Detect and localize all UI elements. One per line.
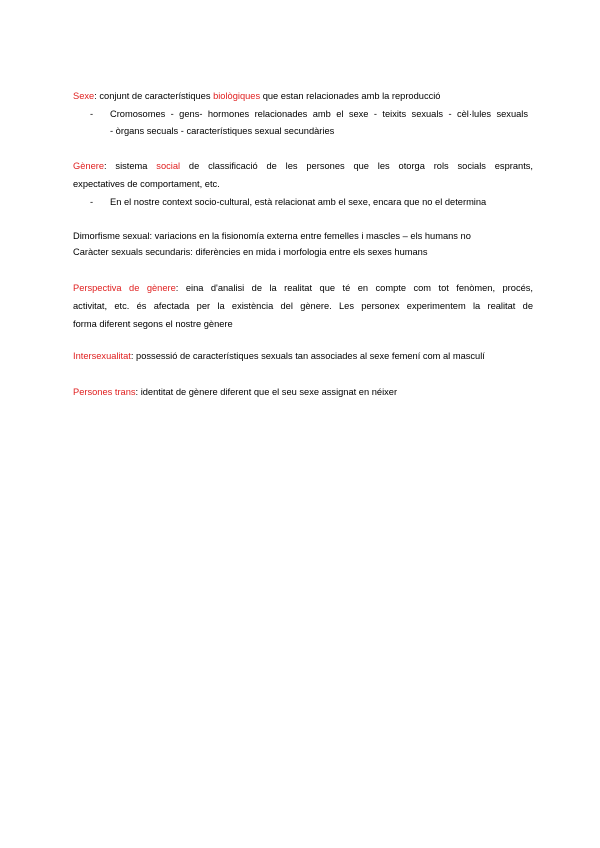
sexe-term: Sexe	[73, 91, 95, 101]
perspectiva-line-2: activitat, etc. és afectada per la existència del gènere. Les personex experimentem la realitat de	[73, 301, 533, 311]
genere-definition-line-1	[73, 160, 533, 172]
sexe-bullet-line-1: Cromosomes - gens- hormones relacionades amb el sexe - teixits sexuals - cèl·lules sexuals	[110, 109, 528, 119]
perspectiva-line-1-rest: : eina d'analisi de la realitat que té en compte com tot fenòmen, procés,	[175, 283, 533, 293]
sexe-def-part-b: que estan relacionades amb la reproducció	[260, 91, 441, 101]
genere-highlight: social	[156, 161, 181, 171]
sexe-bullet-dash: -	[90, 109, 94, 119]
intersexualitat-rest: : possessió de característiques sexuals tan associades al sexe femení com al masculí	[130, 351, 485, 361]
genere-term: Gènere	[73, 161, 105, 171]
intersexualitat-term: Intersexualitat	[73, 351, 131, 361]
perspectiva-term: Perspectiva de gènere	[73, 283, 176, 293]
genere-def-part-b: de classificació de les persones que les otorga rols socials esprants,	[180, 161, 533, 171]
genere-bullet-line-1: En el nostre context socio-cultural, està relacionat amb el sexe, encara que no el determina	[110, 197, 487, 207]
persones-trans-rest: : identitat de gènere diferent que el seu sexe assignat en néixer	[135, 387, 398, 397]
dimorfisme-line-1: Dimorfisme sexual: variacions en la fisionomía externa entre femelles i mascles – els humans no	[73, 231, 471, 241]
perspectiva-line-3: forma diferent segons el nostre gènere	[73, 319, 233, 329]
genere-bullet-dash: -	[90, 197, 94, 207]
sexe-bullet-line-2: - òrgans secuals - característiques sexual secundàries	[110, 126, 335, 136]
intersexualitat-definition	[73, 350, 533, 362]
sexe-highlight: biològiques	[213, 91, 261, 101]
sexe-definition	[73, 90, 533, 102]
genere-def-part-a: : sistema	[104, 161, 157, 171]
perspectiva-line-1	[73, 282, 533, 294]
genere-definition-line-2: expectatives de comportament, etc.	[73, 179, 220, 189]
persones-trans-definition	[73, 386, 533, 398]
persones-trans-term: Persones trans	[73, 387, 136, 397]
caracters-secundaris-line: Caràcter sexuals secundaris: diferències en mida i morfologia entre els sexes humans	[73, 247, 428, 257]
sexe-def-part-a: : conjunt de característiques	[94, 91, 214, 101]
